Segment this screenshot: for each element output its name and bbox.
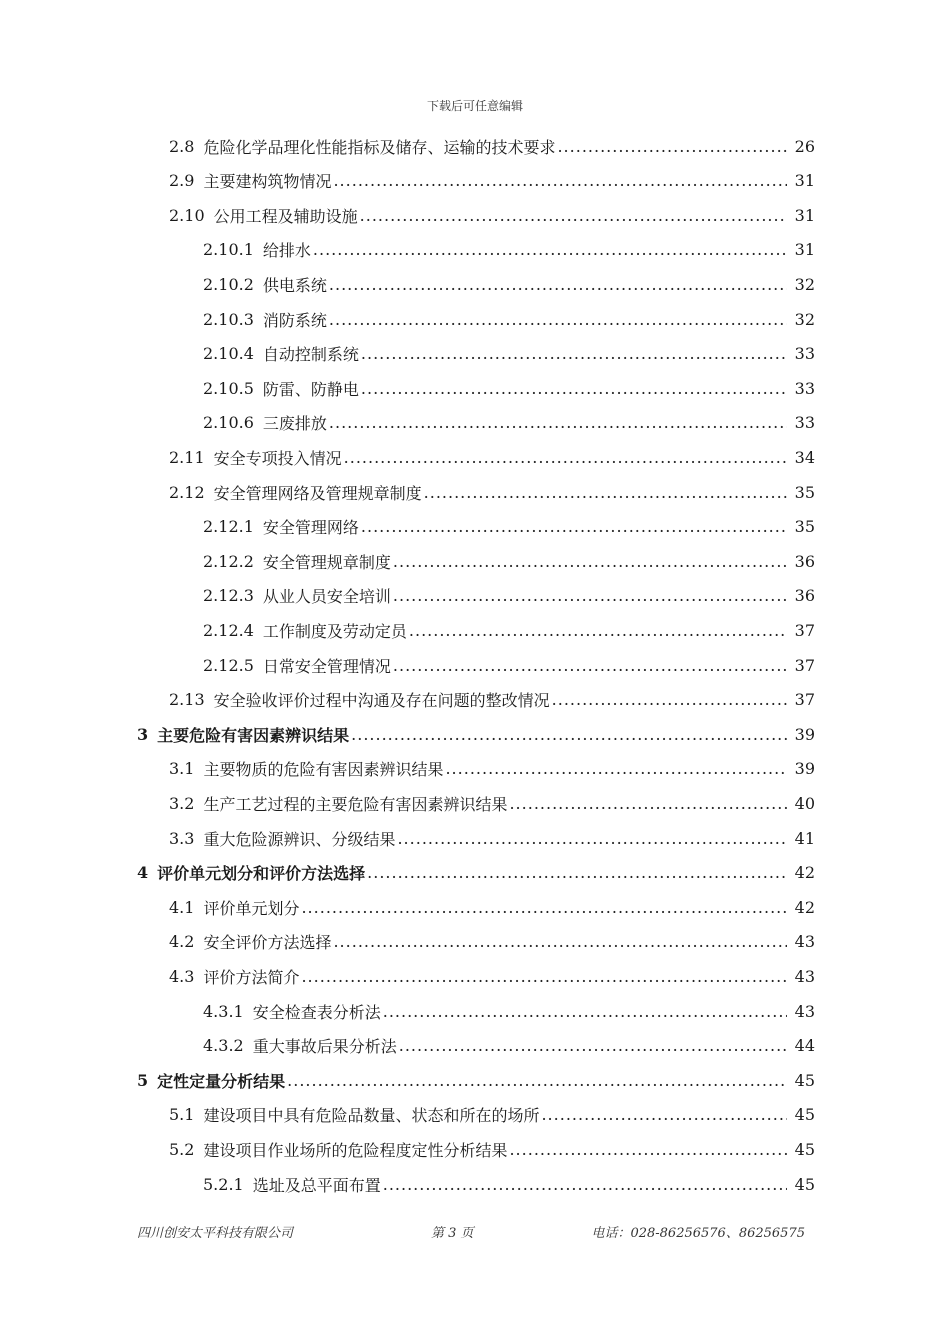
toc-entry-title: 重大事故后果分析法 (252, 1037, 397, 1057)
toc-entry-number: 2.12.1 (203, 517, 254, 537)
toc-entry-number: 2.12.2 (203, 551, 254, 571)
toc-entry-number: 4.1 (169, 897, 195, 917)
toc-entry-number: 5 (137, 1070, 149, 1090)
toc-entry[interactable] (203, 652, 815, 678)
toc-entry-number: 2.10 (169, 205, 205, 225)
toc-entry[interactable] (169, 687, 815, 713)
toc-dot-leader (367, 863, 787, 882)
toc-dot-leader (424, 483, 787, 502)
toc-entry-title: 建设项目中具有危险品数量、状态和所在的场所 (203, 1106, 540, 1126)
toc-entry-number: 3.1 (169, 759, 195, 779)
toc-dot-leader (383, 1175, 787, 1194)
toc-entry[interactable] (169, 790, 815, 816)
toc-entry-number: 4 (137, 863, 149, 883)
toc-entry-page: 33 (794, 344, 815, 364)
toc-dot-leader (552, 690, 787, 709)
toc-entry[interactable] (169, 444, 815, 470)
toc-entry-number: 2.10.4 (203, 344, 254, 364)
toc-entry-title: 安全检查表分析法 (252, 1002, 381, 1022)
toc-entry-page: 40 (794, 793, 815, 813)
toc-dot-leader (301, 967, 787, 986)
toc-entry-number: 2.11 (169, 447, 205, 467)
toc-dot-leader (361, 379, 787, 398)
toc-entry[interactable] (169, 133, 815, 159)
toc-entry[interactable] (169, 963, 815, 989)
toc-entry-title: 安全管理网络及管理规章制度 (213, 483, 422, 503)
toc-entry-number: 4.3.2 (203, 1036, 244, 1056)
toc-entry[interactable] (203, 583, 815, 609)
toc-dot-leader (351, 725, 787, 744)
toc-entry-title: 主要危险有害因素辨识结果 (157, 725, 350, 745)
toc-entry-number: 3.2 (169, 793, 195, 813)
toc-entry-title: 评价单元划分 (203, 898, 300, 918)
toc-entry-page: 36 (794, 551, 815, 571)
toc-entry[interactable] (203, 237, 815, 263)
toc-entry[interactable] (203, 306, 815, 332)
toc-entry[interactable] (203, 410, 815, 436)
toc-entry-title: 危险化学品理化性能指标及储存、运输的技术要求 (203, 137, 556, 157)
toc-entry[interactable] (203, 375, 815, 401)
toc-entry-title: 生产工艺过程的主要危险有害因素辨识结果 (203, 794, 508, 814)
toc-entry-page: 45 (794, 1174, 815, 1194)
toc-entry-page: 45 (794, 1105, 815, 1125)
toc-entry[interactable] (169, 202, 815, 228)
toc-entry-title: 安全验收评价过程中沟通及存在问题的整改情况 (213, 691, 550, 711)
toc-entry-title: 主要建构筑物情况 (203, 172, 332, 192)
toc-entry-page: 32 (794, 274, 815, 294)
toc-entry-number: 4.3.1 (203, 1001, 244, 1021)
toc-dot-leader (329, 413, 787, 432)
toc-entry-page: 26 (794, 136, 815, 156)
toc-dot-leader (509, 794, 787, 813)
toc-entry[interactable] (203, 1171, 815, 1197)
toc-entry-number: 2.10.3 (203, 309, 254, 329)
toc-entry-number: 2.9 (169, 171, 195, 191)
toc-dot-leader (301, 898, 787, 917)
toc-entry-page: 37 (794, 655, 815, 675)
toc-entry-number: 2.12.4 (203, 620, 254, 640)
page-footer (137, 1222, 813, 1242)
toc-dot-leader (397, 829, 787, 848)
toc-entry-page: 37 (794, 620, 815, 640)
toc-entry-page: 39 (794, 759, 815, 779)
toc-entry-page: 44 (794, 1036, 815, 1056)
toc-dot-leader (409, 621, 787, 640)
toc-entry[interactable] (203, 271, 815, 297)
toc-entry-page: 34 (794, 447, 815, 467)
toc-entry-title: 给排水 (262, 241, 311, 261)
toc-entry[interactable] (203, 1033, 815, 1059)
toc-entry[interactable] (137, 860, 815, 886)
toc-entry-number: 2.10.6 (203, 413, 254, 433)
toc-entry-title: 安全管理网络 (262, 518, 359, 538)
toc-entry-number: 5.1 (169, 1105, 195, 1125)
toc-entry-title: 安全评价方法选择 (203, 933, 332, 953)
toc-entry-title: 定性定量分析结果 (157, 1071, 286, 1091)
toc-entry-title: 防雷、防静电 (262, 379, 359, 399)
toc-dot-leader (313, 240, 787, 259)
toc-dot-leader (541, 1105, 787, 1124)
toc-entry-page: 32 (794, 309, 815, 329)
toc-entry-title: 主要物质的危险有害因素辨识结果 (203, 760, 444, 780)
toc-entry[interactable] (203, 548, 815, 574)
toc-entry-number: 2.8 (169, 136, 195, 156)
toc-dot-leader (344, 448, 787, 467)
toc-entry-title: 评价单元划分和评价方法选择 (157, 864, 366, 884)
toc-entry-page: 39 (794, 724, 815, 744)
toc-entry-page: 43 (794, 966, 815, 986)
toc-dot-leader (333, 171, 787, 190)
toc-entry-number: 2.13 (169, 690, 205, 710)
toc-entry[interactable] (203, 341, 815, 367)
toc-entry-title: 供电系统 (262, 275, 327, 295)
toc-entry-title: 消防系统 (262, 310, 327, 330)
toc-dot-leader (509, 1140, 787, 1159)
toc-entry-page: 42 (794, 897, 815, 917)
toc-entry[interactable] (137, 1067, 815, 1093)
toc-dot-leader (557, 137, 787, 156)
toc-dot-leader (393, 552, 787, 571)
toc-entry-page: 45 (794, 1070, 815, 1090)
toc-entry[interactable] (169, 894, 815, 920)
toc-entry-title: 重大危险源辨识、分级结果 (203, 829, 396, 849)
toc-entry-title: 安全管理规章制度 (262, 552, 391, 572)
toc-entry[interactable] (169, 929, 815, 955)
toc-entry-page: 31 (794, 171, 815, 191)
toc-entry[interactable] (169, 825, 815, 851)
toc-entry-number: 3.3 (169, 828, 195, 848)
toc-entry-number: 2.10.1 (203, 240, 254, 260)
toc-entry-page: 35 (794, 517, 815, 537)
toc-entry-page: 41 (794, 828, 815, 848)
toc-entry-page: 36 (794, 586, 815, 606)
toc-entry-number: 2.12.3 (203, 586, 254, 606)
toc-entry-title: 工作制度及劳动定员 (262, 621, 407, 641)
toc-dot-leader (333, 932, 787, 951)
toc-entry-number: 4.2 (169, 932, 195, 952)
toc-dot-leader (399, 1036, 787, 1055)
toc-entry[interactable] (137, 721, 815, 747)
toc-entry-title: 公用工程及辅助设施 (213, 206, 358, 226)
toc-entry-number: 4.3 (169, 966, 195, 986)
toc-entry-page: 43 (794, 932, 815, 952)
toc-entry-page: 45 (794, 1139, 815, 1159)
toc-entry[interactable] (203, 998, 815, 1024)
toc-entry-title: 从业人员安全培训 (262, 587, 391, 607)
toc-entry-title: 评价方法简介 (203, 967, 300, 987)
toc-entry-page: 37 (794, 690, 815, 710)
toc-entry-page: 33 (794, 378, 815, 398)
toc-dot-leader (361, 517, 787, 536)
toc-entry-page: 31 (794, 205, 815, 225)
toc-dot-leader (383, 1002, 787, 1021)
toc-entry[interactable] (169, 756, 815, 782)
toc-entry-title: 安全专项投入情况 (213, 448, 342, 468)
toc-dot-leader (393, 656, 787, 675)
toc-entry-page: 31 (794, 240, 815, 260)
toc-dot-leader (445, 759, 787, 778)
toc-entry-page: 33 (794, 413, 815, 433)
download-note: 下载后可任意编辑 (426, 99, 523, 113)
toc-entry[interactable] (169, 1136, 815, 1162)
toc-dot-leader (361, 344, 787, 363)
toc-entry[interactable] (169, 1102, 815, 1128)
toc-entry-number: 3 (137, 724, 149, 744)
toc-dot-leader (287, 1071, 787, 1090)
toc-entry-number: 5.2.1 (203, 1174, 244, 1194)
toc-entry-number: 5.2 (169, 1139, 195, 1159)
toc-entry-number: 2.10.2 (203, 274, 254, 294)
footer-company: 四川创安太平科技有限公司 (137, 1226, 294, 1241)
toc-entry-title: 选址及总平面布置 (252, 1175, 381, 1195)
footer-phone: 电话：028-86256576、86256575 (591, 1226, 805, 1241)
toc-entry-title: 自动控制系统 (262, 345, 359, 365)
toc-entry[interactable] (169, 479, 815, 505)
toc-entry[interactable] (203, 514, 815, 540)
toc-entry-number: 2.12 (169, 482, 205, 502)
toc-entry-page: 35 (794, 482, 815, 502)
toc-dot-leader (360, 206, 787, 225)
toc-entry[interactable] (169, 168, 815, 194)
toc-dot-leader (393, 586, 787, 605)
toc-entry-page: 43 (794, 1001, 815, 1021)
toc-entry-title: 三废排放 (262, 414, 327, 434)
toc-dot-leader (329, 275, 787, 294)
toc-dot-leader (329, 310, 787, 329)
toc-entry-number: 2.12.5 (203, 655, 254, 675)
toc-entry-page: 42 (794, 863, 815, 883)
toc-entry-title: 建设项目作业场所的危险程度定性分析结果 (203, 1140, 508, 1160)
toc-entry[interactable] (203, 617, 815, 643)
toc-entry-number: 2.10.5 (203, 378, 254, 398)
toc-entry-title: 日常安全管理情况 (262, 656, 391, 676)
footer-page-number: 第 3 页 (431, 1226, 474, 1241)
